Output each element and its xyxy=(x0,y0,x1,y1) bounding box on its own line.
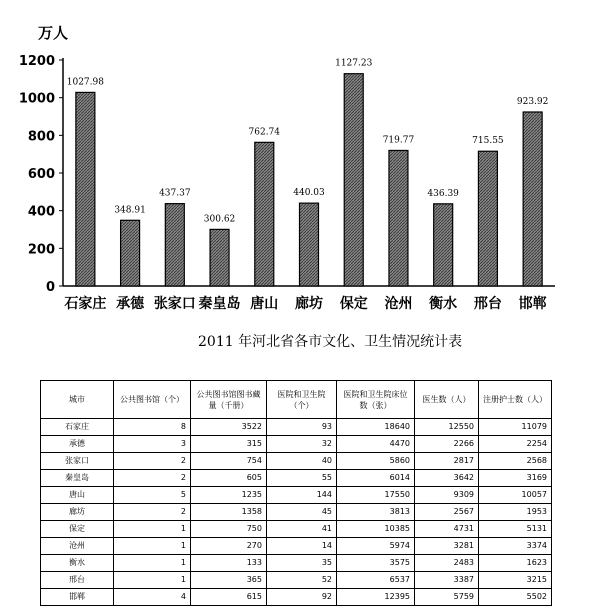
value-cell: 3281 xyxy=(415,538,479,555)
value-cell: 615 xyxy=(191,589,267,606)
table-row xyxy=(41,453,552,470)
value-cell: 1 xyxy=(114,538,191,555)
column-header: 医生数（人） xyxy=(415,381,479,419)
value-cell: 2567 xyxy=(415,504,479,521)
bar-value-label: 1127.23 xyxy=(335,58,373,69)
value-cell: 3522 xyxy=(191,419,267,436)
value-cell: 3374 xyxy=(479,538,552,555)
value-cell: 2568 xyxy=(479,453,552,470)
table-row xyxy=(41,521,552,538)
value-cell: 750 xyxy=(191,521,267,538)
value-cell: 2 xyxy=(114,453,191,470)
bar xyxy=(76,92,95,286)
value-cell: 1 xyxy=(114,521,191,538)
table-row xyxy=(41,572,552,589)
value-cell: 2 xyxy=(114,470,191,487)
value-cell: 17550 xyxy=(337,487,415,504)
value-cell: 92 xyxy=(267,589,337,606)
column-header: 公共图书馆图书藏量（千册） xyxy=(191,381,267,419)
value-cell: 9309 xyxy=(415,487,479,504)
value-cell: 32 xyxy=(267,436,337,453)
value-cell: 2254 xyxy=(479,436,552,453)
value-cell: 6014 xyxy=(337,470,415,487)
value-cell: 4 xyxy=(114,589,191,606)
value-cell: 365 xyxy=(191,572,267,589)
value-cell: 3169 xyxy=(479,470,552,487)
city-cell: 邯郸 xyxy=(41,589,114,606)
column-header: 医院和卫生院（个） xyxy=(267,381,337,419)
value-cell: 45 xyxy=(267,504,337,521)
value-cell: 605 xyxy=(191,470,267,487)
bar xyxy=(165,204,184,286)
x-tick-label: 承德 xyxy=(116,296,145,312)
bar-value-label: 1027.98 xyxy=(66,77,104,88)
table-header-row xyxy=(41,381,552,419)
value-cell: 10057 xyxy=(479,487,552,504)
value-cell: 3642 xyxy=(415,470,479,487)
bar xyxy=(478,151,497,286)
value-cell: 55 xyxy=(267,470,337,487)
value-cell: 3813 xyxy=(337,504,415,521)
value-cell: 11079 xyxy=(479,419,552,436)
value-cell: 2817 xyxy=(415,453,479,470)
value-cell: 144 xyxy=(267,487,337,504)
value-cell: 3387 xyxy=(415,572,479,589)
x-tick-label: 廊坊 xyxy=(295,296,323,312)
column-header: 注册护士数（人） xyxy=(479,381,552,419)
value-cell: 133 xyxy=(191,555,267,572)
value-cell: 12550 xyxy=(415,419,479,436)
value-cell: 12395 xyxy=(337,589,415,606)
value-cell: 3215 xyxy=(479,572,552,589)
bar xyxy=(121,220,140,286)
bar-value-label: 719.77 xyxy=(382,135,415,146)
table-row xyxy=(41,487,552,504)
y-tick-label: 200 xyxy=(27,242,55,258)
city-cell: 承德 xyxy=(41,436,114,453)
bar-value-label: 437.37 xyxy=(159,188,191,199)
x-tick-label: 邢台 xyxy=(473,296,502,312)
value-cell: 5 xyxy=(114,487,191,504)
bar xyxy=(389,150,408,286)
bar-value-label: 762.74 xyxy=(248,127,281,138)
x-tick-label: 石家庄 xyxy=(64,296,107,312)
table-body xyxy=(41,419,552,606)
y-axis-unit-label: 万人 xyxy=(38,24,69,42)
value-cell: 18640 xyxy=(337,419,415,436)
city-cell: 廊坊 xyxy=(41,504,114,521)
x-tick-label: 沧州 xyxy=(384,296,413,312)
bar xyxy=(434,204,453,286)
value-cell: 1953 xyxy=(479,504,552,521)
city-cell: 邢台 xyxy=(41,572,114,589)
table-row xyxy=(41,555,552,572)
bar-value-label: 300.62 xyxy=(203,214,236,225)
city-cell: 张家口 xyxy=(41,453,114,470)
x-tick-label: 秦皇岛 xyxy=(198,296,241,312)
x-tick-label: 衡水 xyxy=(429,296,458,312)
y-tick-label: 0 xyxy=(45,280,55,295)
value-cell: 3 xyxy=(114,436,191,453)
bar xyxy=(344,74,363,286)
bar xyxy=(255,142,274,286)
value-cell: 2483 xyxy=(415,555,479,572)
column-header: 医院和卫生院床位数（张） xyxy=(337,381,415,419)
value-cell: 4731 xyxy=(415,521,479,538)
bar-value-label: 715.55 xyxy=(472,136,504,147)
table-title: 2011 年河北省各市文化、卫生情况统计表 xyxy=(198,334,463,350)
x-tick-label: 唐山 xyxy=(250,296,279,312)
bar xyxy=(523,112,542,286)
bar xyxy=(300,203,319,286)
bar-value-label: 436.39 xyxy=(427,188,459,199)
value-cell: 1358 xyxy=(191,504,267,521)
table-row xyxy=(41,589,552,606)
x-tick-label: 保定 xyxy=(339,296,368,312)
value-cell: 5502 xyxy=(479,589,552,606)
y-tick-label: 600 xyxy=(27,167,55,182)
bar xyxy=(210,229,229,286)
value-cell: 5759 xyxy=(415,589,479,606)
value-cell: 315 xyxy=(191,436,267,453)
value-cell: 8 xyxy=(114,419,191,436)
city-cell: 衡水 xyxy=(41,555,114,572)
value-cell: 5974 xyxy=(337,538,415,555)
value-cell: 1235 xyxy=(191,487,267,504)
value-cell: 6537 xyxy=(337,572,415,589)
y-tick-label: 1000 xyxy=(18,91,55,107)
table-row xyxy=(41,538,552,555)
value-cell: 52 xyxy=(267,572,337,589)
value-cell: 1 xyxy=(114,572,191,589)
value-cell: 2 xyxy=(114,504,191,521)
table-row xyxy=(41,419,552,436)
x-tick-label: 张家口 xyxy=(153,296,196,312)
bar-value-label: 440.03 xyxy=(293,188,325,199)
city-cell: 秦皇岛 xyxy=(41,470,114,487)
value-cell: 10385 xyxy=(337,521,415,538)
value-cell: 5131 xyxy=(479,521,552,538)
table-row xyxy=(41,436,552,453)
statistics-table xyxy=(40,380,552,606)
city-cell: 唐山 xyxy=(41,487,114,504)
y-tick-label: 800 xyxy=(27,129,55,145)
column-header: 城市 xyxy=(41,381,114,419)
value-cell: 754 xyxy=(191,453,267,470)
city-cell: 沧州 xyxy=(41,538,114,555)
value-cell: 41 xyxy=(267,521,337,538)
value-cell: 1623 xyxy=(479,555,552,572)
value-cell: 14 xyxy=(267,538,337,555)
value-cell: 2266 xyxy=(415,436,479,453)
value-cell: 1 xyxy=(114,555,191,572)
value-cell: 93 xyxy=(267,419,337,436)
value-cell: 3575 xyxy=(337,555,415,572)
table-row xyxy=(41,470,552,487)
value-cell: 40 xyxy=(267,453,337,470)
city-cell: 保定 xyxy=(41,521,114,538)
value-cell: 4470 xyxy=(337,436,415,453)
bar-value-label: 348.91 xyxy=(114,205,146,216)
value-cell: 5860 xyxy=(337,453,415,470)
y-tick-label: 1200 xyxy=(18,54,55,69)
bar-value-label: 923.92 xyxy=(516,96,549,107)
city-cell: 石家庄 xyxy=(41,419,114,436)
y-tick-label: 400 xyxy=(27,204,55,220)
x-tick-label: 邯郸 xyxy=(518,296,547,312)
table-row xyxy=(41,504,552,521)
value-cell: 270 xyxy=(191,538,267,555)
column-header: 公共图书馆（个） xyxy=(114,381,191,419)
value-cell: 35 xyxy=(267,555,337,572)
